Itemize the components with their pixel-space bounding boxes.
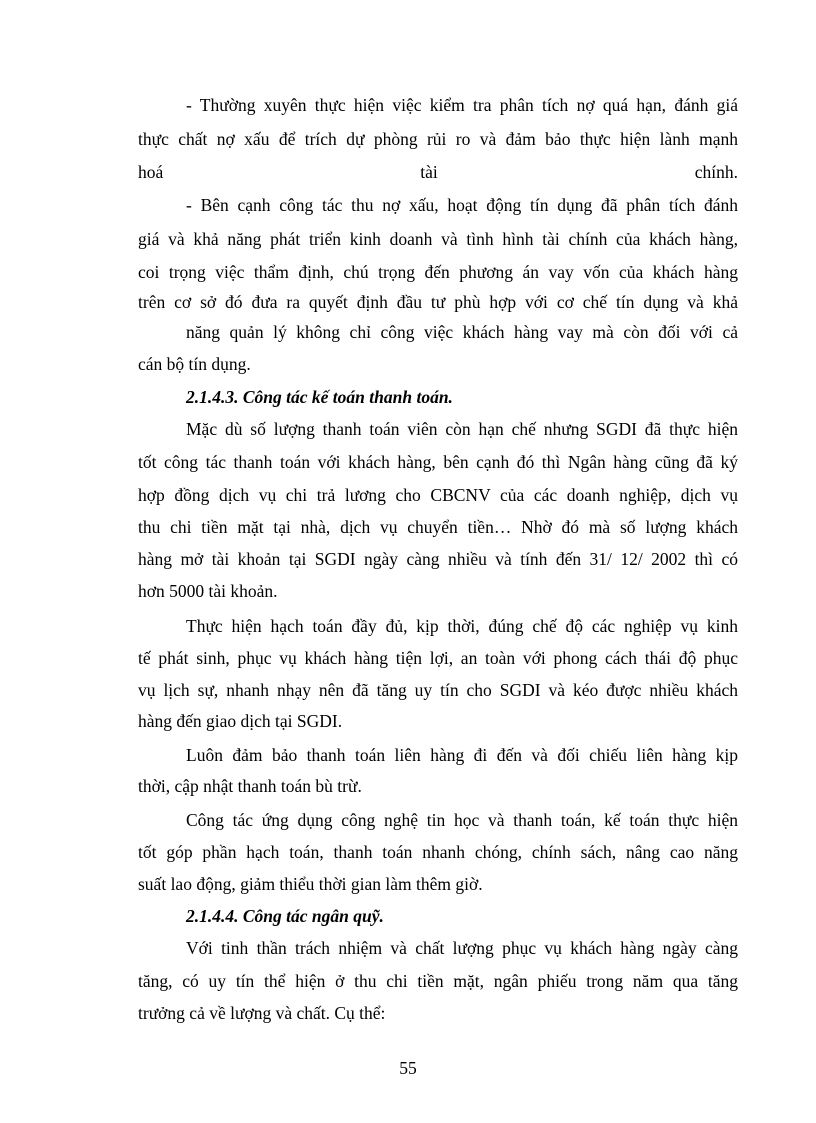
paragraph-7-line-3: suất lao động, giảm thiểu thời gian làm thêm giờ.	[138, 874, 483, 894]
paragraph-2-line-2: giá và khả năng phát triển kinh doanh và tình hình tài chính của khách hàng,	[138, 229, 738, 249]
paragraph-8-line-1: Với tinh thần trách nhiệm và chất lượng phục vụ khách hàng ngày càng	[186, 938, 738, 958]
paragraph-5-line-3: vụ lịch sự, nhanh nhạy nên đã tăng uy tín cho SGDI và kéo được nhiều khách	[138, 680, 738, 700]
paragraph-7-line-2: tốt góp phần hạch toán, thanh toán nhanh chóng, chính sách, nâng cao năng	[138, 842, 738, 862]
paragraph-4-line-6: hơn 5000 tài khoản.	[138, 581, 278, 601]
paragraph-3-line-1: năng quản lý không chỉ công việc khách hàng vay mà còn đối với cả	[186, 322, 738, 342]
paragraph-5-line-1: Thực hiện hạch toán đầy đủ, kịp thời, đúng chế độ các nghiệp vụ kinh	[186, 616, 738, 636]
page-number: 55	[399, 1058, 417, 1078]
paragraph-4-line-3: hợp đồng dịch vụ chi trả lương cho CBCNV của các doanh nghiệp, dịch vụ	[138, 485, 738, 505]
paragraph-8-line-3: trưởng cả về lượng và chất. Cụ thể:	[138, 1003, 386, 1023]
paragraph-4-line-1: Mặc dù số lượng thanh toán viên còn hạn chế nhưng SGDI đã thực hiện	[186, 419, 738, 439]
paragraph-3-line-2: cán bộ tín dụng.	[138, 354, 251, 374]
paragraph-6-line-2: thời, cập nhật thanh toán bù trừ.	[138, 776, 362, 796]
section-heading-2-1-4-3: 2.1.4.3. Công tác kế toán thanh toán.	[186, 387, 453, 407]
paragraph-4-line-5: hàng mở tài khoản tại SGDI ngày càng nhiều và tính đến 31/ 12/ 2002 thì có	[138, 549, 738, 569]
paragraph-7-line-1: Công tác ứng dụng công nghệ tin học và thanh toán, kế toán thực hiện	[186, 810, 738, 830]
paragraph-4-line-4: thu chi tiền mặt tại nhà, dịch vụ chuyển tiền… Nhờ đó mà số lượng khách	[138, 517, 738, 537]
paragraph-8-line-2: tăng, có uy tín thể hiện ở thu chi tiền mặt, ngân phiếu trong năm qua tăng	[138, 971, 738, 991]
section-heading-2-1-4-4: 2.1.4.4. Công tác ngân quỹ.	[186, 906, 384, 926]
paragraph-1-line-1: - Thường xuyên thực hiện việc kiểm tra phân tích nợ quá hạn, đánh giá	[186, 95, 738, 115]
paragraph-1-line-2: thực chất nợ xấu để trích dự phòng rủi ro và đảm bảo thực hiện lành mạnh	[138, 129, 738, 149]
paragraph-1-line-3: hoá tài chính.	[138, 162, 738, 182]
paragraph-2-line-4: trên cơ sở đó đưa ra quyết định đầu tư phù hợp với cơ chế tín dụng và khả	[138, 292, 738, 312]
paragraph-2-line-1: - Bên cạnh công tác thu nợ xấu, hoạt động tín dụng đã phân tích đánh	[186, 195, 738, 215]
paragraph-2-line-3: coi trọng việc thẩm định, chú trọng đến phương án vay vốn của khách hàng	[138, 262, 738, 282]
paragraph-6-line-1: Luôn đảm bảo thanh toán liên hàng đi đến và đối chiếu liên hàng kịp	[186, 745, 738, 765]
paragraph-5-line-2: tế phát sinh, phục vụ khách hàng tiện lợi, an toàn với phong cách thái độ phục	[138, 648, 738, 668]
paragraph-4-line-2: tốt công tác thanh toán với khách hàng, bên cạnh đó thì Ngân hàng cũng đã ký	[138, 452, 738, 472]
paragraph-5-line-4: hàng đến giao dịch tại SGDI.	[138, 711, 343, 731]
